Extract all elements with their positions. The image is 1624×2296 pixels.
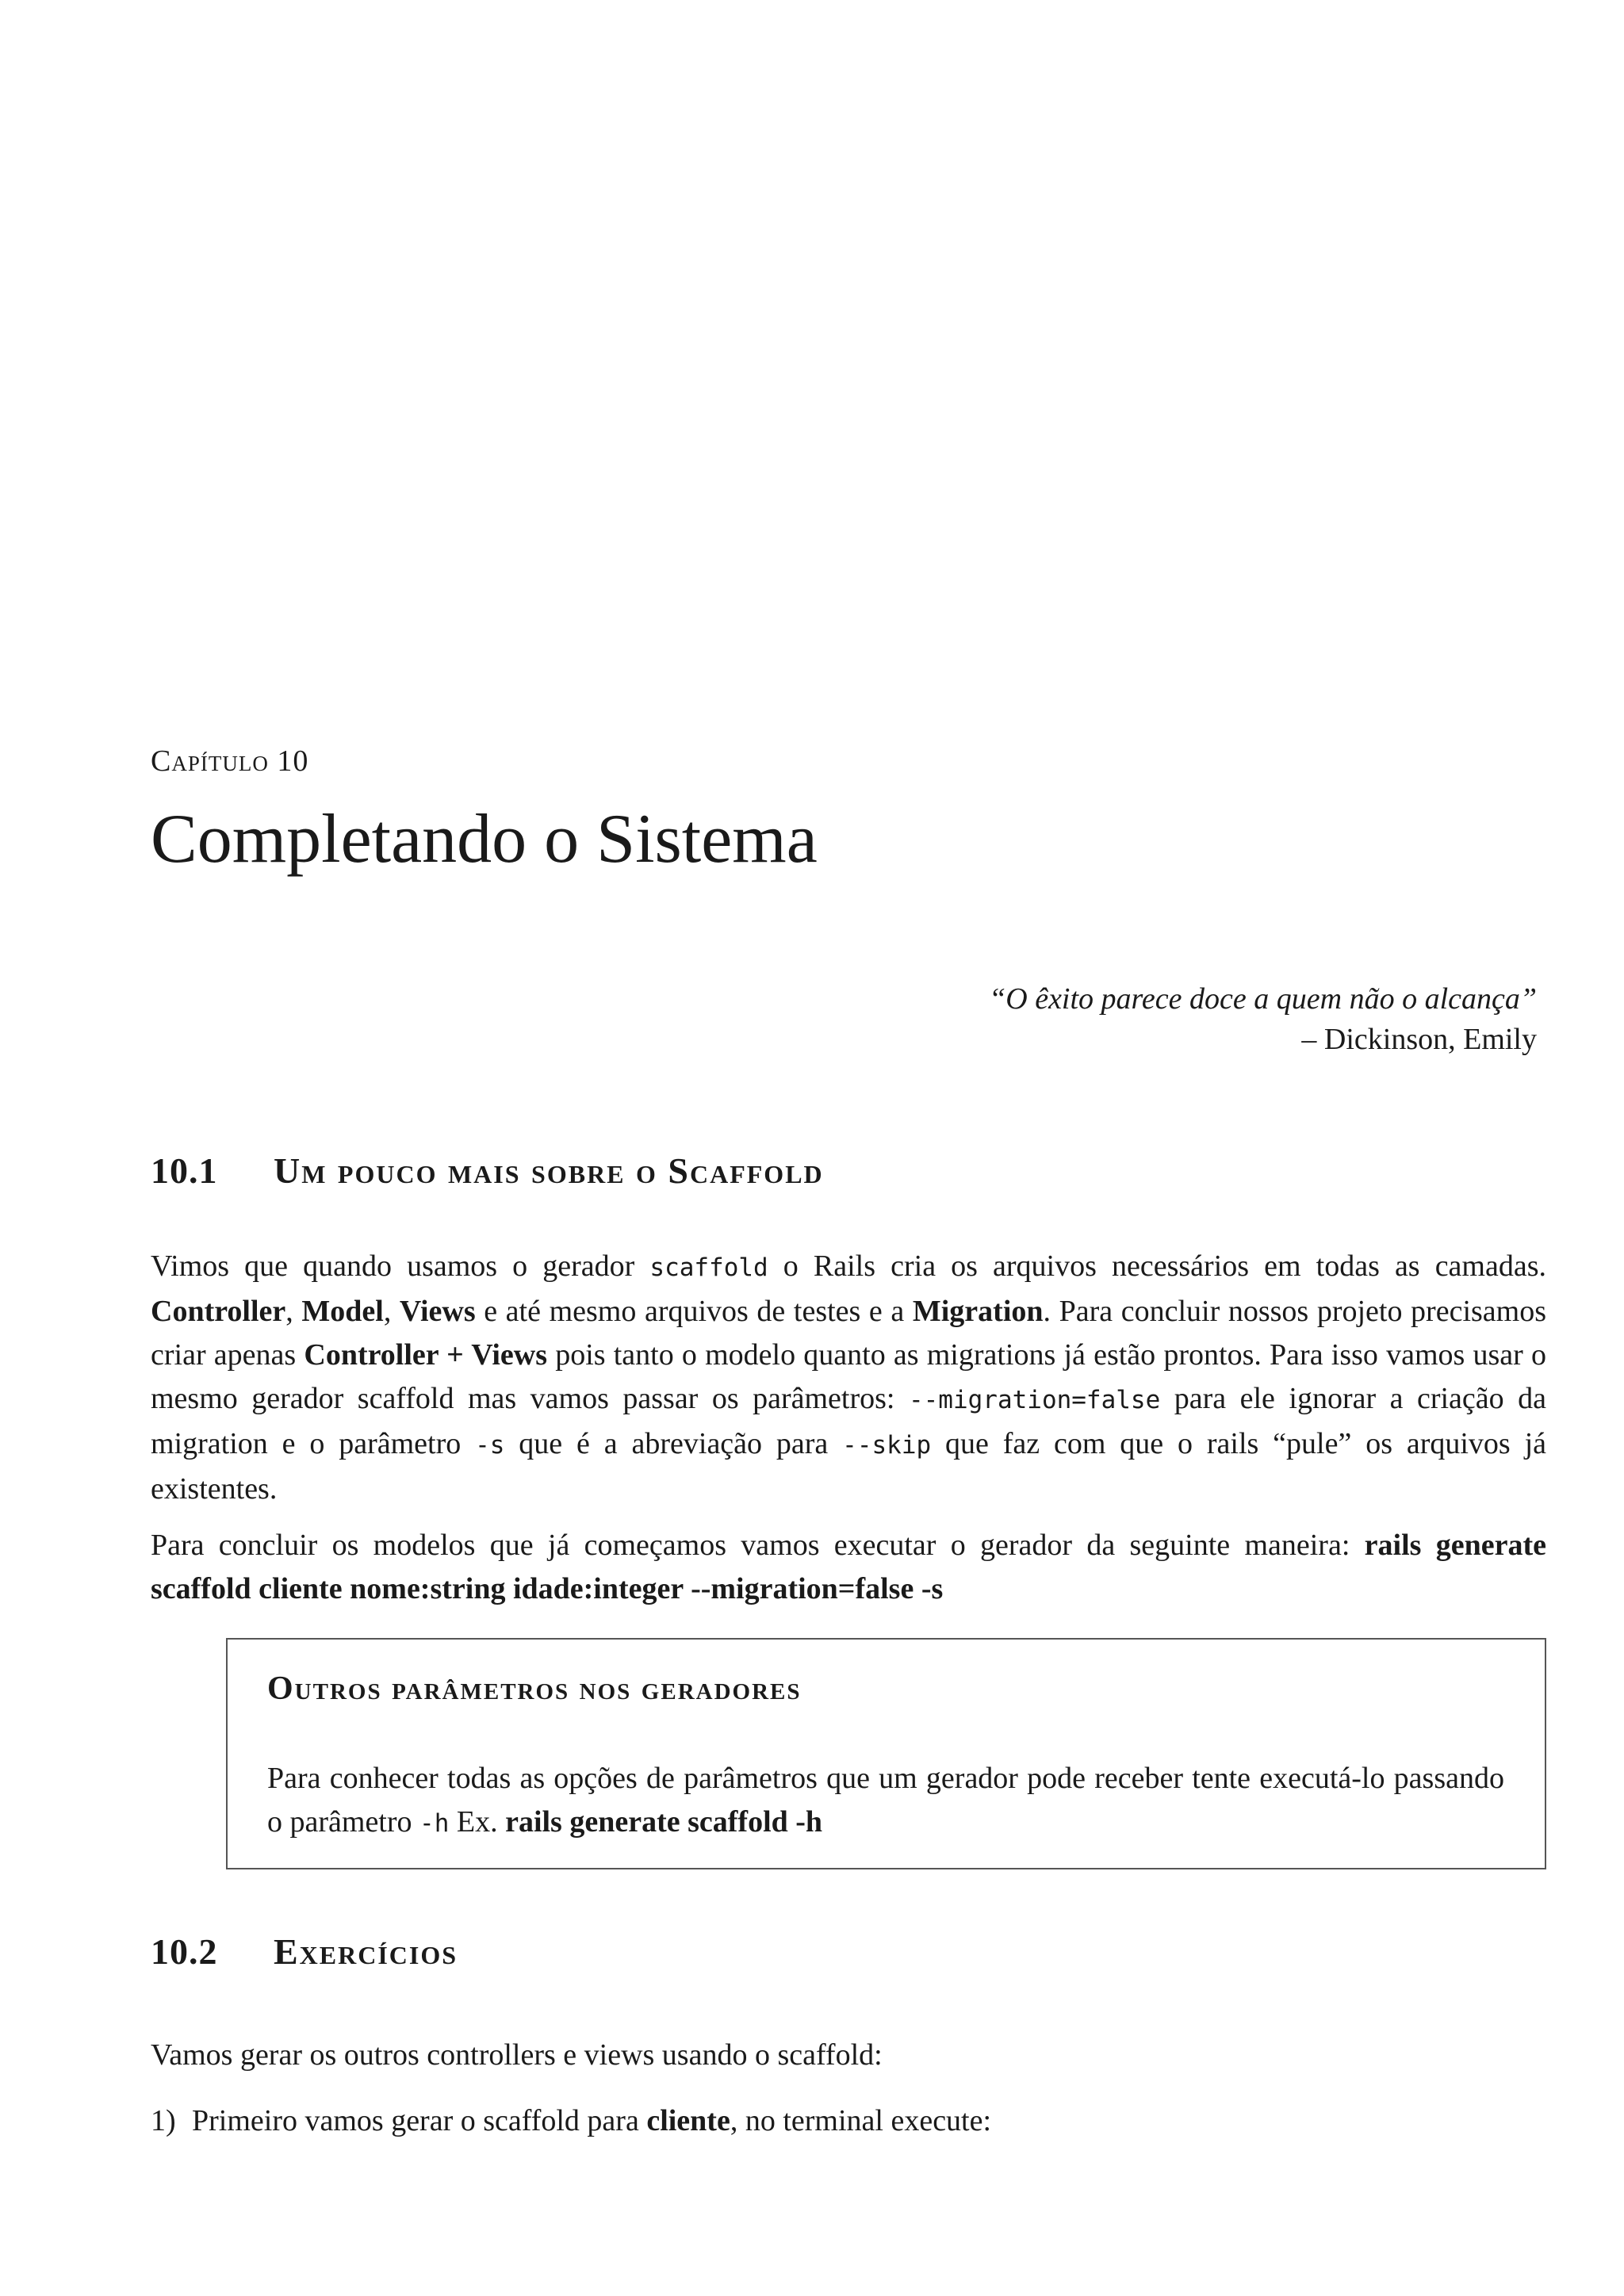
bold-command: rails generate scaffold -h xyxy=(505,1805,823,1839)
text-run: pois tanto o modelo quanto as migrations já estão prontos. Para isso vamos usar o mesmo gerador scaffold mas vamos passar os parâmetros: xyxy=(151,1338,1546,1415)
text-run: e até mesmo arquivos de testes e a xyxy=(475,1295,913,1328)
text-run: , xyxy=(383,1295,400,1328)
inline-code: -h xyxy=(419,1809,450,1838)
bold-term: cliente xyxy=(646,2104,730,2137)
bold-term: Model xyxy=(301,1295,384,1328)
text-run: Ex. xyxy=(449,1805,506,1839)
text-run: que faz com que o rails “pule” os arquivos já existentes. xyxy=(151,1427,1547,1506)
section-number: 10.1 xyxy=(151,1150,218,1191)
chapter-label: Capítulo 10 xyxy=(151,744,309,778)
epigraph-quote: “O êxito parece doce a quem não o alcança” xyxy=(989,982,1537,1016)
section-number: 10.2 xyxy=(151,1931,218,1972)
bold-term: Migration xyxy=(912,1295,1044,1328)
note-box xyxy=(226,1638,1546,1869)
text-run: Para concluir os modelos que já começamos vamos executar o gerador da seguinte maneira: xyxy=(151,1529,1365,1562)
inline-code: scaffold xyxy=(649,1253,768,1282)
text-run: , xyxy=(285,1295,302,1328)
section-heading-10-2 xyxy=(151,1931,458,1973)
section-title: Exercícios xyxy=(274,1931,458,1972)
text-run: que é a abreviação para xyxy=(504,1427,843,1460)
bold-term: Controller xyxy=(151,1295,286,1328)
paragraph-generator-command xyxy=(151,1524,1546,1611)
note-box-text xyxy=(267,1757,1504,1846)
epigraph xyxy=(989,979,1537,1061)
section-heading-10-1 xyxy=(151,1150,824,1192)
bold-command: rails generate scaffold cliente nome:string idade:integer --migration=false -s xyxy=(151,1529,1546,1605)
inline-code: -s xyxy=(475,1431,505,1460)
chapter-title: Completando o Sistema xyxy=(151,801,818,878)
bold-term: Controller + Views xyxy=(304,1338,547,1372)
epigraph-attribution: – Dickinson, Emily xyxy=(1301,1023,1537,1057)
bold-term: Views xyxy=(399,1295,476,1328)
section-title: Um pouco mais sobre o Scaffold xyxy=(274,1150,824,1191)
text-run: Para conhecer todas as opções de parâmetros que um gerador pode receber tente executá-lo passando o parâmetro xyxy=(267,1762,1504,1839)
text-run: para ele ignorar a criação da migration e o parâmetro xyxy=(151,1382,1546,1460)
text-run: Primeiro vamos gerar o scaffold para xyxy=(192,2104,647,2137)
inline-code: --skip xyxy=(842,1431,932,1460)
paragraph-exercises-intro: Vamos gerar os outros controllers e views usando o scaffold: xyxy=(151,2038,883,2072)
text-run: o Rails cria os arquivos necessários em todas as camadas. xyxy=(768,1249,1547,1283)
list-number: 1) xyxy=(151,2104,176,2137)
note-box-title: Outros parâmetros nos geradores xyxy=(267,1670,802,1707)
text-run: . Para concluir nossos projeto precisamos criar apenas xyxy=(151,1295,1547,1372)
list-item xyxy=(151,2099,1546,2143)
text-run: Vimos que quando usamos o gerador xyxy=(151,1249,650,1283)
paragraph-scaffold-intro xyxy=(151,1245,1546,1511)
text-run: , no terminal execute: xyxy=(730,2104,992,2137)
inline-code: --migration=false xyxy=(908,1386,1161,1414)
